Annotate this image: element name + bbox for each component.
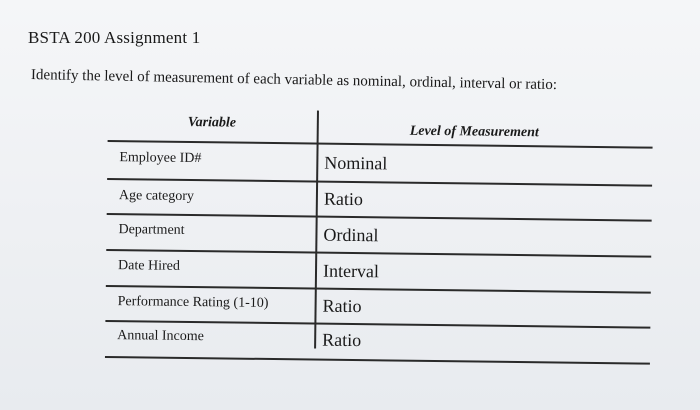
row-rule <box>105 320 650 328</box>
header-rule <box>108 140 653 148</box>
assignment-title: BSTA 200 Assignment 1 <box>28 28 201 47</box>
row-rule <box>107 178 652 186</box>
row-rule <box>106 285 651 293</box>
row-variable: Performance Rating (1-10) <box>117 294 269 311</box>
row-rule <box>106 249 651 257</box>
row-variable: Age category <box>118 188 195 205</box>
row-variable: Department <box>118 222 185 238</box>
column-divider <box>314 111 318 349</box>
row-variable: Date Hired <box>117 258 180 274</box>
row-level: Ratio <box>323 188 364 210</box>
row-variable: Employee ID# <box>119 150 202 167</box>
row-level: Interval <box>322 260 380 282</box>
row-level: Ratio <box>322 329 362 351</box>
row-level: Nominal <box>324 152 388 174</box>
row-level: Ratio <box>322 295 362 317</box>
measurement-table <box>105 108 653 370</box>
row-variable: Annual Income <box>117 328 205 345</box>
row-level: Ordinal <box>323 224 379 246</box>
row-rule <box>107 213 652 221</box>
instruction-text: Identify the level of measurement of each variable as nominal, ordinal, interval or ratio: <box>30 67 558 94</box>
header-level: Level of Measurement <box>409 123 539 141</box>
header-variable: Variable <box>187 114 237 131</box>
table-bottom-rule <box>105 356 650 364</box>
